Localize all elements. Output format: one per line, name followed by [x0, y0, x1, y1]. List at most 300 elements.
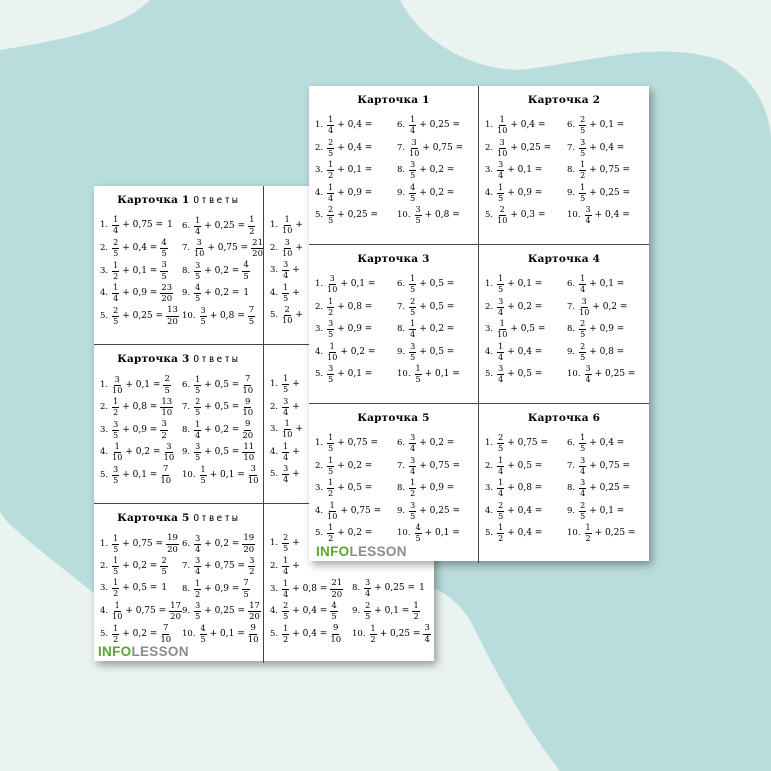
numerator: 1	[283, 623, 289, 633]
numerator: 2	[328, 205, 334, 214]
fraction	[160, 465, 171, 485]
fraction	[248, 465, 259, 485]
item-number: 3.	[270, 265, 279, 276]
expression: + 0,75 =	[122, 220, 164, 230]
item-number: 3.	[100, 265, 109, 276]
numerator: 3	[283, 260, 289, 269]
expression: + 0,2 =	[122, 628, 158, 639]
numerator: 1	[249, 215, 255, 225]
numerator: 2	[498, 500, 504, 510]
exercise-item	[182, 398, 254, 418]
expression: +	[292, 265, 300, 275]
item-number: 2.	[100, 561, 109, 572]
numerator: 3	[498, 160, 504, 169]
expression: + 0,25 =	[374, 583, 416, 593]
item-number: 5.	[270, 310, 279, 321]
denominator: 5	[200, 634, 206, 644]
card	[309, 404, 479, 563]
numerator: 3	[200, 305, 206, 315]
numerator: 3	[415, 205, 421, 214]
fraction	[194, 262, 201, 281]
numerator: 3	[411, 137, 417, 147]
item-number: 7.	[182, 243, 191, 254]
expression: + 0,5 =	[204, 379, 240, 390]
exercise-item	[270, 443, 302, 462]
item-number: 10.	[397, 369, 411, 380]
expression: + 0,25 =	[337, 210, 379, 220]
fraction	[194, 602, 201, 621]
expression: + 0,5 =	[204, 447, 240, 457]
denominator: 4	[410, 444, 416, 453]
denominator: 4	[580, 466, 586, 476]
denominator: 4	[195, 226, 201, 236]
item-number: 6.	[182, 379, 191, 390]
fraction	[409, 434, 416, 453]
exercise-item	[567, 434, 626, 453]
exercise-item	[567, 365, 637, 384]
expression: + 0,8 =	[292, 583, 328, 594]
exercise-item	[100, 261, 169, 281]
numerator: 1	[283, 374, 289, 383]
answer-value: 1	[161, 583, 168, 593]
expression: + 0,8 =	[589, 346, 625, 357]
fraction	[327, 457, 334, 476]
denominator: 2	[413, 612, 419, 622]
numerator: 1	[328, 296, 334, 306]
numerator: 3	[161, 260, 167, 270]
numerator: 1	[195, 578, 201, 588]
item-number: 1.	[315, 279, 324, 290]
exercise-item	[100, 602, 183, 622]
expression: + 0,75 =	[207, 243, 249, 253]
fraction	[330, 624, 341, 644]
denominator: 5	[200, 316, 206, 326]
exercise-item	[100, 534, 180, 554]
numerator: 3	[410, 455, 416, 465]
item-number: 3.	[485, 324, 494, 335]
exercise-item	[315, 139, 374, 158]
item-number: 4.	[315, 346, 324, 357]
denominator: 10	[327, 285, 338, 294]
card	[94, 345, 264, 504]
card-title	[94, 512, 263, 524]
exercise-item	[182, 465, 260, 485]
fraction	[497, 502, 504, 521]
exercise-item	[397, 184, 456, 203]
expression: + 0,25 =	[122, 310, 164, 321]
numerator: 1	[410, 115, 416, 124]
exercise-item	[567, 524, 637, 543]
fraction	[497, 524, 504, 543]
answers-label: Ответы	[193, 195, 240, 206]
infolesson-logo: INFOLESSON	[316, 544, 407, 559]
fraction	[242, 420, 253, 440]
exercise-item	[315, 320, 374, 339]
item-number: 9.	[397, 346, 406, 357]
denominator: 10	[112, 453, 123, 462]
expression: + 0,9 =	[204, 583, 240, 594]
expression: + 0,75 =	[125, 606, 167, 616]
fraction	[579, 161, 586, 180]
fraction	[282, 306, 292, 325]
expression: + 0,2 =	[204, 265, 240, 276]
denominator: 4	[585, 375, 591, 384]
exercise-item	[397, 320, 456, 339]
item-number: 3.	[485, 483, 494, 494]
fraction	[585, 206, 592, 225]
exercise-item	[485, 161, 544, 180]
infolesson-logo: INFOLESSON	[98, 644, 189, 659]
item-number: 4.	[100, 447, 109, 458]
denominator: 10	[497, 330, 508, 339]
denominator: 10	[247, 475, 259, 486]
denominator: 2	[195, 589, 201, 599]
exercise-item	[100, 239, 169, 259]
exercise-item	[485, 343, 544, 362]
card-title	[94, 194, 263, 206]
denominator: 5	[580, 148, 586, 158]
numerator: 2	[113, 238, 119, 247]
fraction	[112, 284, 119, 303]
fraction	[200, 625, 207, 644]
expression: +	[292, 469, 300, 479]
numerator: 2	[580, 319, 586, 328]
expression: + 0,75 =	[337, 438, 379, 448]
fraction	[282, 625, 289, 644]
expression: + 0,4 =	[507, 346, 543, 357]
denominator: 2	[498, 534, 504, 543]
denominator: 5	[283, 544, 289, 553]
numerator: 1	[113, 533, 119, 543]
exercise-item	[397, 479, 456, 498]
numerator: 7	[248, 305, 255, 315]
denominator: 4	[195, 430, 201, 440]
exercise-item	[567, 275, 626, 294]
expression: + 0,75 =	[422, 142, 464, 153]
numerator: 1	[283, 555, 289, 565]
numerator: 2	[410, 296, 416, 306]
item-number: 5.	[100, 310, 109, 321]
expression: + 0,1 =	[209, 469, 245, 480]
denominator: 5	[248, 316, 255, 327]
exercise-item	[100, 443, 175, 463]
numerator: 1	[195, 374, 201, 384]
denominator: 20	[242, 430, 254, 441]
item-number: 2.	[315, 460, 324, 471]
exercise-item	[182, 624, 260, 644]
numerator: 21	[331, 578, 343, 588]
card-title-text: Карточка 2	[527, 94, 601, 106]
item-number: 10.	[567, 369, 581, 380]
denominator: 20	[243, 544, 255, 555]
fraction	[497, 298, 504, 317]
numerator: 2	[164, 374, 170, 384]
answer-value: 1	[419, 583, 425, 593]
fraction	[423, 624, 430, 644]
fraction	[364, 579, 371, 598]
numerator: 3	[498, 296, 504, 306]
expression: + 0,4 =	[292, 606, 328, 616]
expression: + 0,9 =	[507, 187, 543, 198]
fraction	[409, 502, 416, 521]
denominator: 4	[410, 330, 416, 339]
item-number: 8.	[567, 324, 576, 335]
card-title-text: Карточка 3	[117, 353, 190, 365]
numerator: 1	[328, 160, 334, 169]
fraction	[282, 534, 289, 553]
denominator: 5	[580, 126, 586, 135]
fraction	[497, 139, 507, 158]
numerator: 3	[249, 555, 255, 566]
exercise-item	[100, 624, 172, 644]
denominator: 20	[167, 544, 178, 555]
denominator: 10	[160, 634, 172, 645]
numerator: 2	[283, 601, 289, 610]
numerator: 7	[163, 464, 169, 474]
numerator: 1	[328, 523, 334, 532]
numerator: 3	[410, 341, 416, 351]
denominator: 5	[580, 330, 586, 339]
expression: + 0,2 =	[419, 165, 455, 175]
expression: +	[295, 310, 303, 320]
exercise-item	[270, 420, 305, 439]
item-number: 6.	[567, 120, 576, 131]
item-number: 4.	[485, 187, 494, 198]
fraction	[370, 625, 377, 644]
expression: +	[292, 446, 300, 457]
denominator: 10	[497, 126, 508, 135]
exercise-item	[100, 284, 174, 304]
denominator: 5	[331, 612, 337, 622]
numerator: 3	[114, 374, 120, 384]
exercise-item	[315, 524, 374, 543]
fraction	[160, 420, 167, 440]
exercise-item	[270, 624, 342, 644]
denominator: 2	[580, 171, 586, 180]
fraction	[112, 216, 119, 235]
numerator: 19	[167, 533, 178, 543]
fraction	[194, 557, 201, 576]
numerator: 1	[499, 115, 505, 124]
exercise-item	[485, 298, 544, 317]
numerator: 3	[195, 533, 201, 543]
exercise-item	[352, 602, 421, 622]
fraction	[242, 443, 255, 463]
denominator: 10	[282, 316, 293, 325]
fraction	[160, 239, 167, 259]
fraction	[327, 524, 334, 543]
item-number: 1.	[100, 538, 109, 549]
item-number: 9.	[397, 505, 406, 516]
item-number: 1.	[270, 220, 279, 231]
numerator: 3	[113, 464, 119, 474]
item-number: 4.	[485, 346, 494, 357]
fraction	[409, 479, 416, 498]
numerator: 2	[283, 533, 289, 542]
denominator: 10	[282, 430, 293, 439]
denominator: 5	[410, 285, 416, 294]
numerator: 3	[196, 238, 202, 247]
item-number: 6.	[182, 220, 191, 231]
denominator: 5	[243, 589, 249, 600]
expression: + 0,1 =	[589, 505, 625, 516]
denominator: 4	[498, 307, 504, 317]
expression: + 0,1 =	[209, 628, 245, 639]
denominator: 4	[585, 216, 591, 225]
exercise-item	[397, 298, 456, 317]
expression: + 0,25 =	[594, 528, 636, 538]
denominator: 2	[585, 534, 591, 543]
expression: + 0,4 =	[594, 210, 630, 220]
fraction	[160, 557, 167, 577]
item-number: 10.	[397, 210, 411, 221]
expression: + 0,5 =	[510, 324, 546, 334]
numerator: 1	[113, 397, 119, 406]
fraction	[585, 524, 592, 543]
numerator: 1	[328, 182, 334, 192]
exercise-item	[100, 579, 169, 598]
numerator: 3	[195, 601, 201, 610]
numerator: 2	[498, 433, 504, 442]
item-number: 2.	[100, 402, 109, 413]
item-number: 9.	[182, 287, 191, 298]
denominator: 5	[195, 453, 201, 462]
item-number: 4.	[100, 288, 109, 299]
item-number: 9.	[397, 187, 406, 198]
denominator: 4	[498, 466, 504, 476]
item-number: 5.	[485, 369, 494, 380]
fraction	[163, 443, 174, 463]
item-number: 9.	[182, 606, 191, 617]
card	[479, 245, 649, 404]
item-number: 5.	[100, 469, 109, 480]
numerator: 3	[328, 319, 334, 328]
card-title	[309, 94, 478, 106]
exercise-item	[567, 320, 626, 339]
numerator: 3	[410, 433, 416, 442]
fraction	[242, 261, 249, 281]
fraction	[497, 343, 504, 362]
item-number: 1.	[485, 279, 494, 290]
denominator: 5	[415, 375, 421, 384]
denominator: 4	[580, 285, 586, 294]
numerator: 2	[113, 305, 119, 315]
expression: + 0,4 =	[510, 120, 546, 130]
numerator: 1	[113, 283, 119, 292]
item-number: 2.	[315, 301, 324, 312]
expression: + 0,2 =	[337, 528, 373, 538]
fraction	[282, 239, 292, 258]
numerator: 3	[195, 442, 201, 451]
numerator: 1	[498, 455, 504, 465]
item-number: 9.	[567, 346, 576, 357]
item-number: 4.	[270, 446, 279, 457]
denominator: 5	[328, 466, 334, 476]
item-number: 7.	[182, 402, 191, 413]
fraction	[579, 434, 586, 453]
denominator: 5	[195, 408, 201, 417]
exercise-item	[485, 502, 544, 521]
fraction	[112, 602, 122, 621]
denominator: 2	[113, 589, 119, 598]
denominator: 10	[327, 511, 338, 521]
item-number: 8.	[182, 424, 191, 435]
denominator: 5	[195, 385, 201, 395]
exercise-item	[397, 275, 456, 294]
fraction	[242, 375, 253, 395]
exercise-item	[485, 434, 550, 453]
numerator: 1	[328, 115, 334, 124]
exercise-item	[485, 365, 544, 384]
denominator: 20	[331, 589, 343, 600]
expression: + 0,9 =	[589, 324, 625, 334]
fraction	[579, 457, 586, 476]
exercise-item	[567, 116, 626, 135]
expression: + 0,25 =	[589, 187, 631, 198]
expression: + 0,1 =	[424, 369, 460, 379]
expression: + 0,1 =	[340, 279, 376, 289]
numerator: 1	[284, 419, 290, 428]
exercise-item	[100, 375, 172, 395]
numerator: 3	[284, 237, 290, 247]
expression: + 0,1 =	[424, 528, 460, 538]
denominator: 2	[161, 430, 167, 441]
exercise-item	[270, 602, 339, 622]
denominator: 5	[113, 567, 119, 576]
denominator: 5	[498, 444, 504, 453]
numerator: 3	[585, 205, 591, 214]
exercise-item	[567, 298, 629, 317]
fraction	[112, 557, 119, 576]
exercise-item	[397, 206, 462, 225]
expression: + 0,9 =	[122, 288, 158, 298]
numerator: 13	[161, 396, 173, 407]
fraction	[282, 465, 289, 484]
exercise-item	[270, 375, 302, 394]
exercise-item	[270, 465, 302, 484]
fraction	[497, 320, 507, 339]
fraction	[579, 320, 586, 339]
expression: +	[292, 287, 300, 298]
item-number: 7.	[397, 301, 406, 312]
fraction	[409, 298, 416, 317]
exercise-item	[270, 579, 344, 599]
numerator: 1	[580, 433, 586, 442]
expression: + 0,1 =	[122, 265, 158, 276]
exercise-item	[270, 239, 305, 258]
fraction	[409, 275, 416, 294]
fraction	[409, 116, 416, 135]
exercise-item	[270, 398, 302, 417]
denominator: 5	[283, 385, 289, 394]
fraction	[497, 116, 507, 135]
denominator: 5	[580, 444, 586, 453]
denominator: 2	[113, 408, 119, 417]
fraction	[409, 161, 416, 180]
denominator: 5	[415, 216, 421, 225]
numerator: 1	[113, 623, 119, 633]
denominator: 5	[580, 352, 586, 362]
expression: + 0,5 =	[419, 301, 455, 312]
exercise-item	[485, 139, 553, 158]
item-number: 8.	[397, 165, 406, 176]
exercise-item	[315, 161, 374, 180]
numerator: 3	[283, 464, 289, 473]
numerator: 4	[410, 182, 416, 192]
numerator: 3	[498, 364, 504, 373]
numerator: 4	[243, 260, 249, 270]
numerator: 1	[498, 274, 504, 283]
